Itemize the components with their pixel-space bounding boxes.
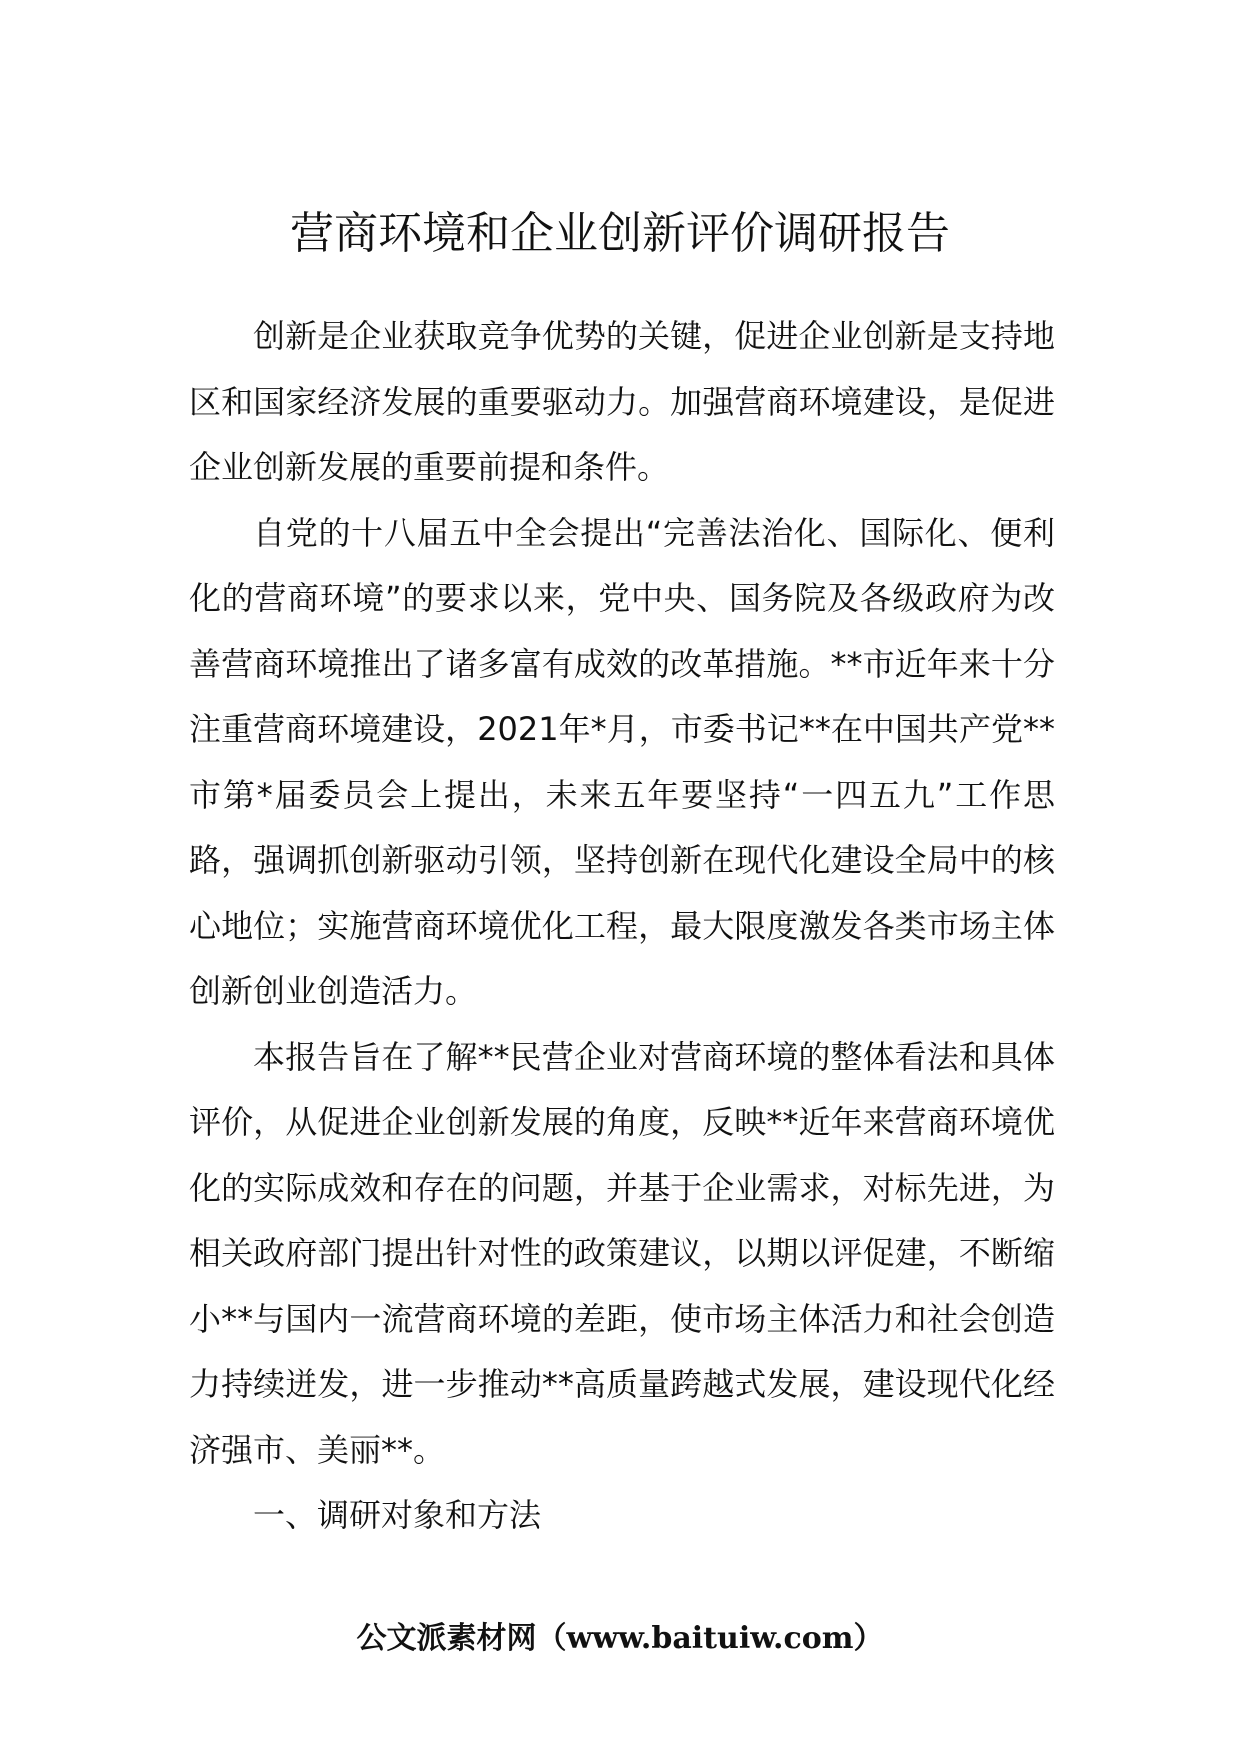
footer-watermark: 公文派素材网（www.baituiw.com） <box>356 1621 884 1656</box>
document-body <box>189 304 1055 1549</box>
paragraph-intro: 创新是企业获取竞争优势的关键，促进企业创新是支持地区和国家经济发展的重要驱动力。加强营商环境建设，是促进企业创新发展的重要前提和条件。 <box>189 317 1055 486</box>
document-title: 营商环境和企业创新评价调研报告 <box>290 208 950 259</box>
section-heading: 一、调研对象和方法 <box>253 1496 542 1534</box>
paragraph-purpose: 本报告旨在了解**民营企业对营商环境的整体看法和具体评价，从促进企业创新发展的角度，反映**近年来营商环境优化的实际成效和存在的问题，并基于企业需求，对标先进，为相关政府部门提出针对性的政策建议，以期以评促建，不断缩小**与国内一流营商环境的差距，使市场主体活力和社会创造力持续迸发，进一步推动**高质量跨越式发展，建设现代化经济强市、美丽**。 <box>189 1037 1055 1469</box>
paragraph-background: 自党的十八届五中全会提出“完善法治化、国际化、便利化的营商环境”的要求以来，党中央、国务院及各级政府为改善营商环境推出了诸多富有成效的改革措施。**市近年来十分注重营商环境建设，2021年*月，市委书记**在中国共产党**市第*届委员会上提出，未来五年要坚持“一四五九”工作思路，强调抓创新驱动引领，坚持创新在现代化建设全局中的核心地位；实施营商环境优化工程，最大限度激发各类市场主体创新创业创造活力。 <box>189 513 1055 1010</box>
